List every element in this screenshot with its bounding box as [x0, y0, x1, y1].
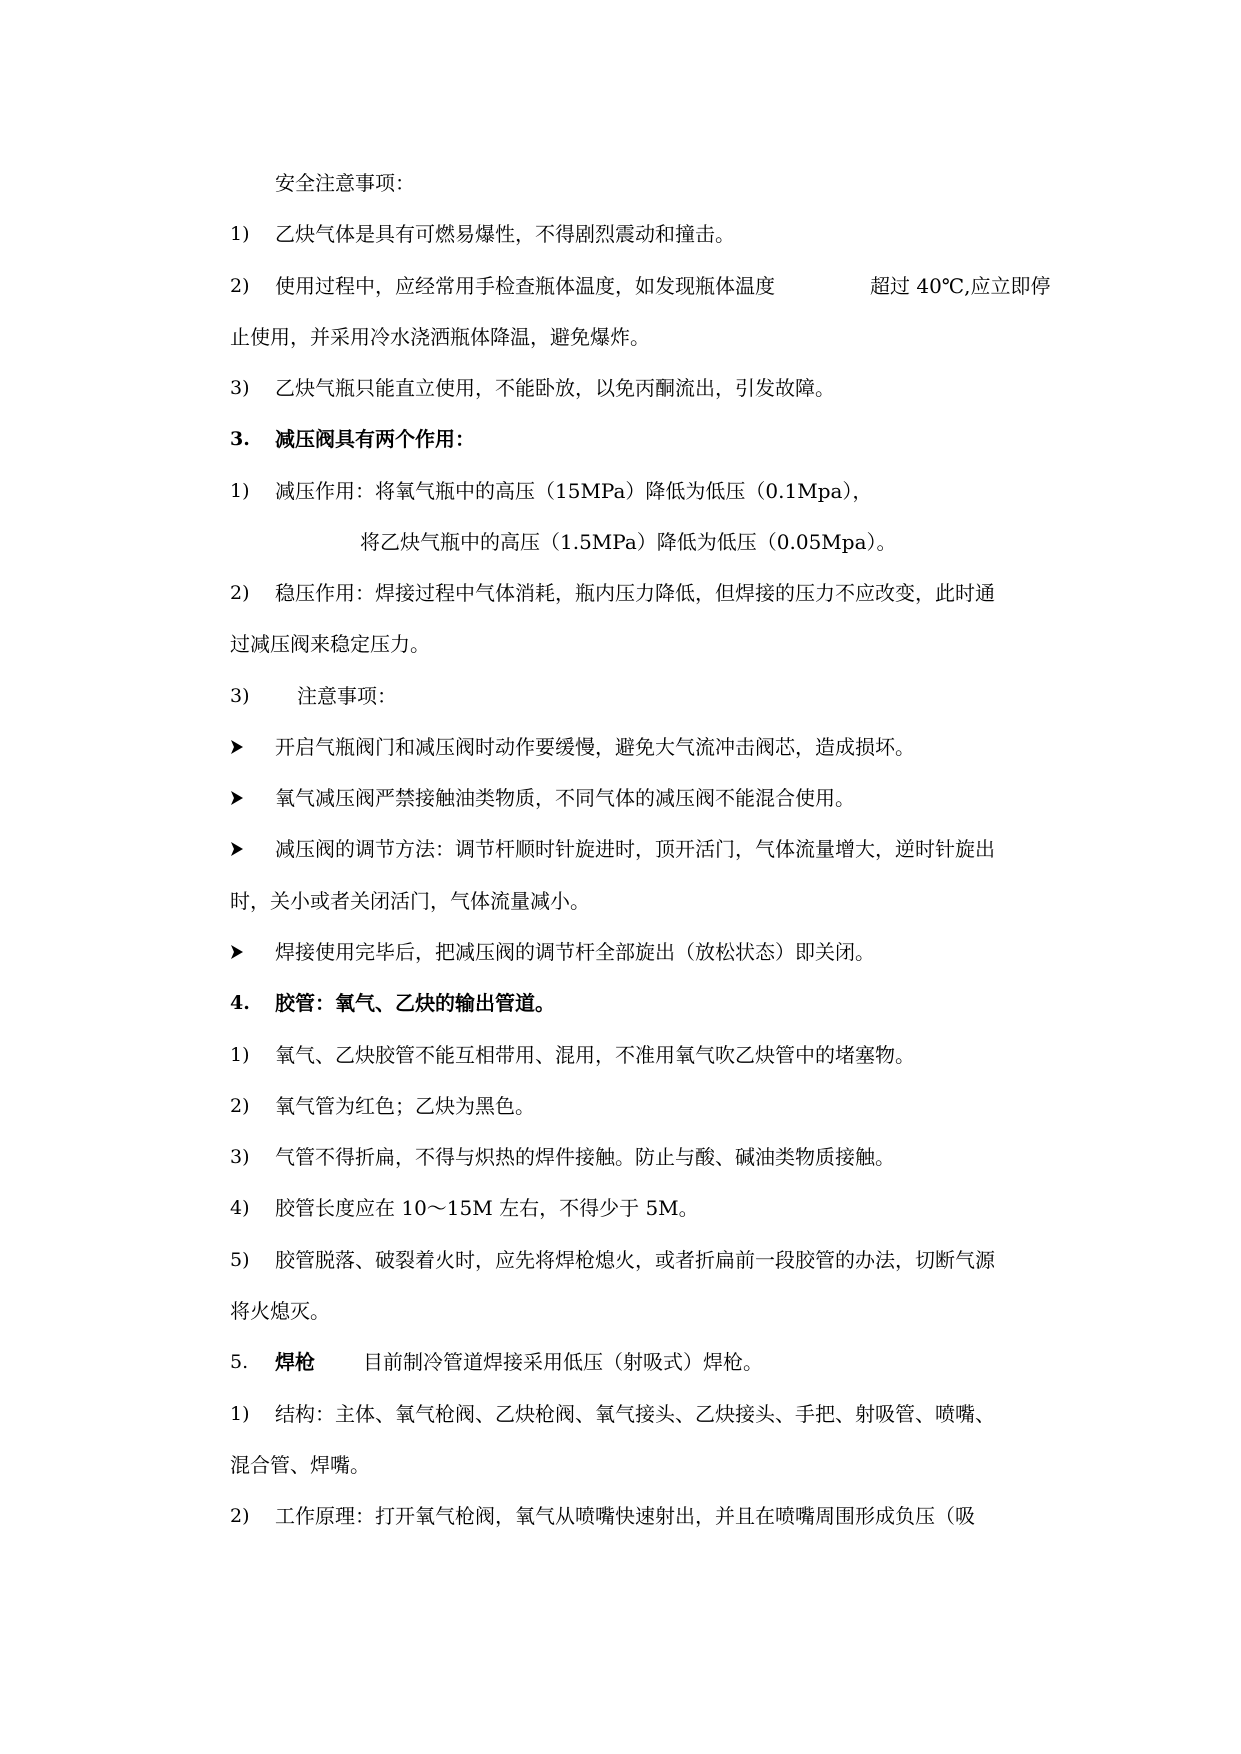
- item-number: 1): [230, 223, 250, 245]
- section-title: 胶管：氧气、乙炔的输出管道。: [275, 991, 555, 1015]
- section-number: 5.: [230, 1351, 249, 1373]
- list-item: 氧气管为红色；乙炔为黑色。: [275, 1094, 535, 1118]
- list-item: 减压作用：将氧气瓶中的高压（15MPa）降低为低压（0.1Mpa），: [275, 479, 873, 503]
- section-title: 焊枪: [275, 1350, 315, 1374]
- list-item: 胶管长度应在 10～15M 左右，不得少于 5M。: [275, 1196, 699, 1220]
- paragraph-line: 止使用，并采用冷水浇洒瓶体降温，避免爆炸。: [230, 325, 650, 349]
- list-item: 稳压作用：焊接过程中气体消耗，瓶内压力降低，但焊接的压力不应改变，此时通: [275, 581, 995, 605]
- arrow-bullet-icon: [230, 731, 254, 763]
- list-item-continuation: 超过 40℃,应立即停: [870, 274, 1051, 298]
- paragraph-line: 将乙炔气瓶中的高压（1.5MPa）降低为低压（0.05Mpa）。: [360, 530, 897, 554]
- bullet-item: 开启气瓶阀门和减压阀时动作要缓慢，避免大气流冲击阀芯，造成损坏。: [275, 735, 915, 759]
- list-item: 乙炔气瓶只能直立使用，不能卧放，以免丙酮流出，引发故障。: [275, 376, 835, 400]
- section-description: 目前制冷管道焊接采用低压（射吸式）焊枪。: [363, 1350, 763, 1374]
- paragraph-line: 将火熄灭。: [230, 1299, 330, 1323]
- item-number: 3): [230, 685, 250, 707]
- item-number: 2): [230, 275, 250, 297]
- bullet-item: 焊接使用完毕后，把减压阀的调节杆全部旋出（放松状态）即关闭。: [275, 940, 875, 964]
- item-number: 4): [230, 1197, 250, 1219]
- arrow-bullet-icon: [230, 782, 254, 814]
- bullet-item: 减压阀的调节方法：调节杆顺时针旋进时，顶开活门，气体流量增大，逆时针旋出: [275, 837, 995, 861]
- item-number: 1): [230, 1044, 250, 1066]
- arrow-bullet-icon: [230, 833, 254, 865]
- list-item: 乙炔气体是具有可燃易爆性，不得剧烈震动和撞击。: [275, 222, 735, 246]
- list-item: 工作原理：打开氧气枪阀，氧气从喷嘴快速射出，并且在喷嘴周围形成负压（吸: [275, 1504, 975, 1528]
- section-number: 3.: [230, 428, 250, 450]
- item-number: 3): [230, 1146, 250, 1168]
- paragraph-line: 混合管、焊嘴。: [230, 1453, 370, 1477]
- item-number: 2): [230, 1095, 250, 1117]
- list-item: 注意事项：: [297, 684, 397, 708]
- item-number: 2): [230, 582, 250, 604]
- item-number: 2): [230, 1505, 250, 1527]
- list-item: 使用过程中，应经常用手检查瓶体温度，如发现瓶体温度: [275, 274, 775, 298]
- list-item: 结构：主体、氧气枪阀、乙炔枪阀、氧气接头、乙炔接头、手把、射吸管、喷嘴、: [275, 1402, 995, 1426]
- list-item: 氧气、乙炔胶管不能互相带用、混用，不准用氧气吹乙炔管中的堵塞物。: [275, 1043, 915, 1067]
- paragraph-line: 过减压阀来稳定压力。: [230, 632, 430, 656]
- list-item: 气管不得折扁，不得与炽热的焊件接触。防止与酸、碱油类物质接触。: [275, 1145, 895, 1169]
- arrow-bullet-icon: [230, 936, 254, 968]
- bullet-item: 氧气减压阀严禁接触油类物质，不同气体的减压阀不能混合使用。: [275, 786, 855, 810]
- list-item: 胶管脱落、破裂着火时，应先将焊枪熄火，或者折扁前一段胶管的办法，切断气源: [275, 1248, 995, 1272]
- item-number: 3): [230, 377, 250, 399]
- heading-safety-notes: 安全注意事项：: [275, 171, 415, 195]
- item-number: 1): [230, 1403, 250, 1425]
- item-number: 1): [230, 480, 250, 502]
- section-title: 减压阀具有两个作用：: [275, 427, 475, 451]
- paragraph-line: 时，关小或者关闭活门，气体流量减小。: [230, 889, 590, 913]
- item-number: 5): [230, 1249, 250, 1271]
- section-number: 4.: [230, 992, 250, 1014]
